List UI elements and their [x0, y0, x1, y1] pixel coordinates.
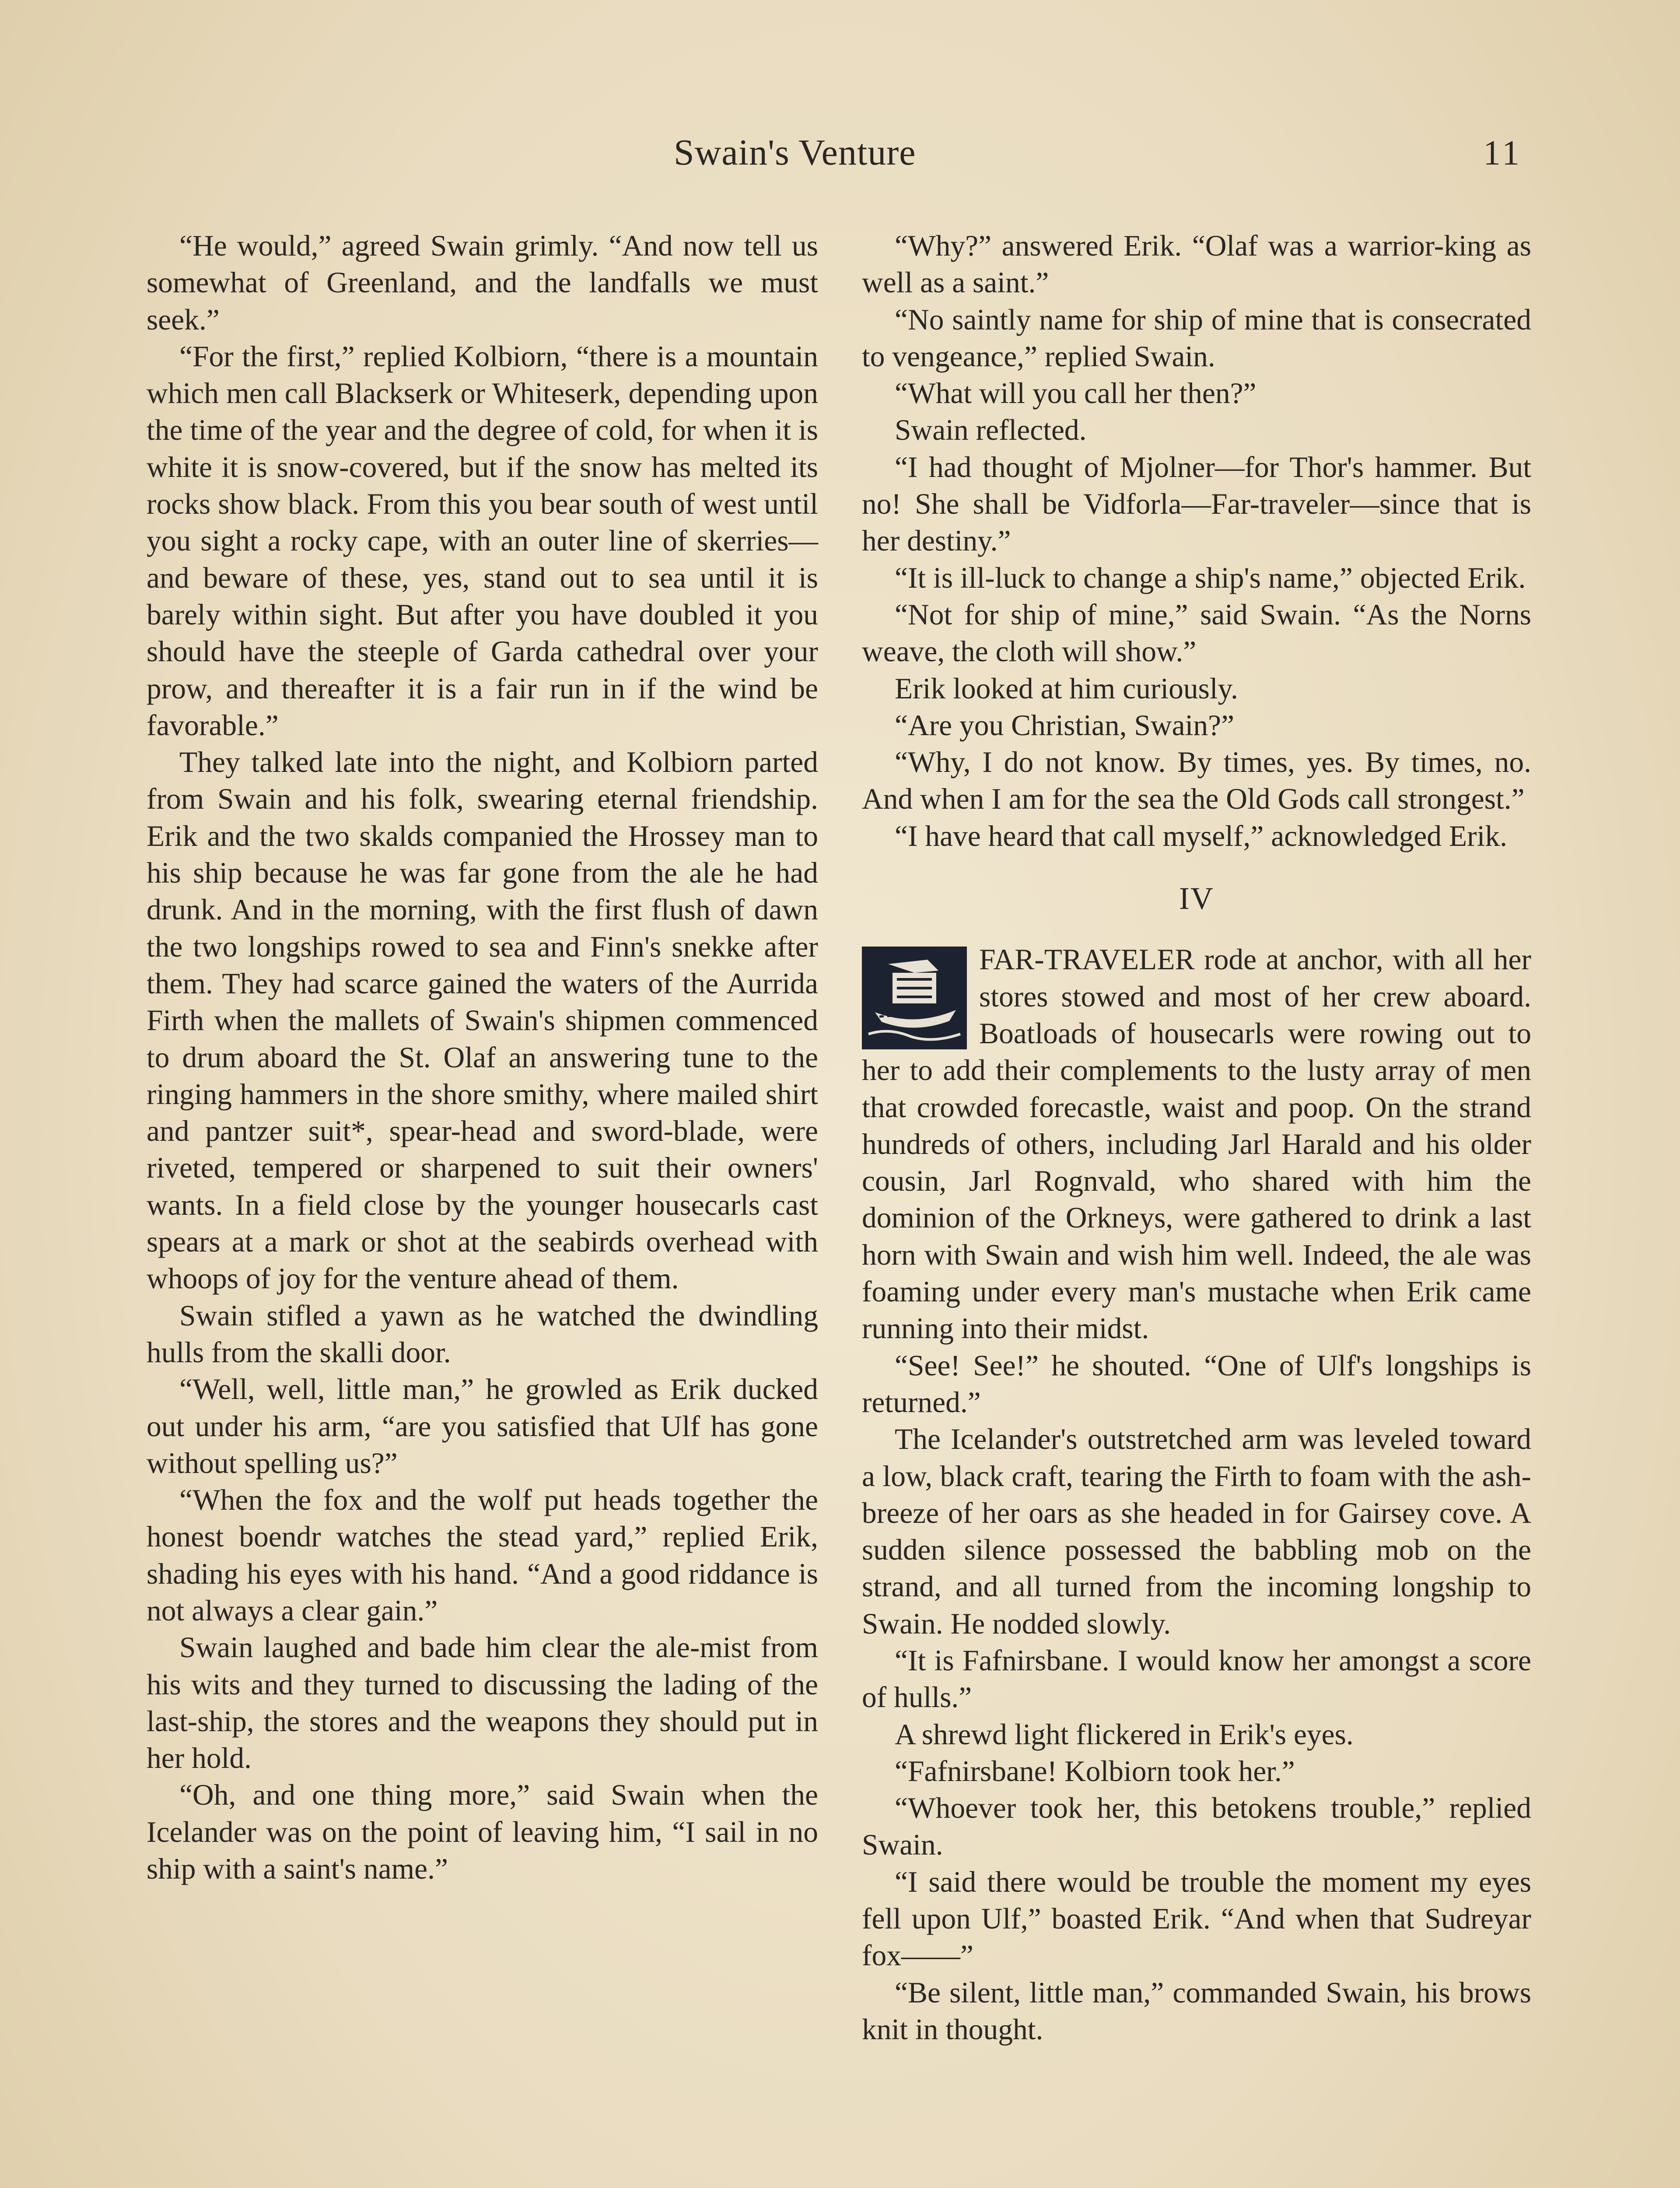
paragraph: Erik looked at him curiously. — [895, 672, 1238, 705]
paragraph: “No saintly name for ship of mine that is consecrated to vengeance,” replied Swain. — [862, 303, 1531, 373]
paragraph: “When the fox and the wolf put heads together the honest boendr watches the stead yard,” replied Erik, shading his eyes with his hand. “And a good riddance is not always a clear gain.” — [147, 1483, 818, 1627]
paragraph: “I had thought of Mjolner—for Thor's hammer. But no! She shall be Vidforla—Far-traveler—since that is her destiny.” — [862, 450, 1531, 558]
paragraph: “I said there would be trouble the moment my eyes fell upon Ulf,” boasted Erik. “And when that Sudreyar fox——” — [862, 1865, 1531, 1972]
running-head: Swain's Venture — [674, 132, 916, 173]
page-number: 11 — [1483, 134, 1522, 172]
paragraph: They talked late into the night, and Kolbiorn parted from Swain and his folk, swearing eternal friendship. Erik and the two skalds companied the Hrossey man to his ship because he was far gone from the ale he had drunk. And in the morning, with the first flush of dawn the two longships rowed to sea and Finn's snekke after them. They had scarce gained the waters of the Aurrida Firth when the mallets of Swain's shipmen commenced to drum aboard the St. Olaf an answering tune to the ringing hammers in the shore smithy, where mailed shirt and pantzer suit*, spear-head and sword-blade, were riveted, tempered or sharpened to suit their owners' wants. In a field close by the younger housecarls cast spears at a mark or shot at the seabirds overhead with whoops of joy for the venture ahead of them. — [147, 746, 818, 1295]
paragraph: A shrewd light flickered in Erik's eyes. — [895, 1718, 1354, 1751]
paragraph: Swain reflected. — [895, 414, 1087, 447]
paragraph: “Be silent, little man,” commanded Swain, his brows knit in thought. — [862, 1976, 1531, 2046]
paragraph: “It is Fafnirsbane. I would know her amongst a score of hulls.” — [862, 1644, 1531, 1714]
paragraph: “Are you Christian, Swain?” — [895, 708, 1235, 742]
paragraph: “I have heard that call myself,” acknowledged Erik. — [895, 819, 1507, 852]
paragraph: “Why?” answered Erik. “Olaf was a warrior-king as well as a saint.” — [862, 229, 1531, 299]
right-column — [862, 228, 1531, 2048]
paragraph: Swain laughed and bade him clear the ale-mist from his wits and they turned to discussing the lading of the last-ship, the stores and the weapons they should put in her hold. — [147, 1631, 818, 1775]
paragraph: Swain stifled a yawn as he watched the dwindling hulls from the skalli door. — [147, 1299, 818, 1369]
left-column — [147, 228, 818, 1887]
section-heading: IV — [1179, 881, 1214, 916]
paragraph: “Fafnirsbane! Kolbiorn took her.” — [895, 1754, 1295, 1788]
paragraph: “Why, I do not know. By times, yes. By times, no. And when I am for the sea the Old Gods call strongest.” — [862, 746, 1531, 816]
paragraph: FAR-TRAVELER rode at anchor, with all her stores stowed and most of her crew aboard. Boatloads of housecarls were rowing out to her to add their complements to the lusty array of men that crowded forecastle, waist and poop. On the strand hundreds of others, including Jarl Harald and his older cousin, Jarl Rognvald, who shared with him the dominion of the Orkneys, were gathered to drink a last horn with Swain and wish him well. Indeed, the ale was foaming under every man's mustache when Erik came running into their midst. — [862, 943, 1531, 1345]
paragraph: “Whoever took her, this betokens trouble,” replied Swain. — [862, 1792, 1531, 1862]
paragraph: “Well, well, little man,” he growled as Erik ducked out under his arm, “are you satisfied that Ulf has gone without spelling us?” — [147, 1373, 818, 1480]
paragraph: “See! See!” he shouted. “One of Ulf's longships is returned.” — [862, 1349, 1531, 1419]
viking-ship-icon — [862, 947, 967, 1049]
paragraph: “For the first,” replied Kolbiorn, “there is a mountain which men call Blackserk or Whiteserk, depending upon the time of the year and the degree of cold, for when it is white it is snow-covered, but if the snow has melted its rocks show black. From this you bear south of west until you sight a rocky cape, with an outer line of skerries—and beware of these, yes, stand out to sea until it is barely within sight. But after you have doubled it you should have the steeple of Garda cathedral over your prow, and thereafter it is a fair run in if the wind be favorable.” — [147, 340, 818, 742]
paragraph: “Not for ship of mine,” said Swain. “As the Norns weave, the cloth will show.” — [862, 598, 1531, 668]
paragraph: “Oh, and one thing more,” said Swain when the Icelander was on the point of leaving him, “I sail in no ship with a saint's name.” — [147, 1778, 818, 1886]
paragraph: The Icelander's outstretched arm was leveled toward a low, black craft, tearing the Firth to foam with the ash-breeze of her oars as she headed in for Gairsey cove. A sudden silence possessed the babbling mob on the strand, and all turned from the incoming longship to Swain. He nodded slowly. — [862, 1423, 1531, 1640]
paragraph: “It is ill-luck to change a ship's name,” objected Erik. — [895, 561, 1526, 594]
paragraph: “What will you call her then?” — [895, 377, 1256, 410]
paragraph: “He would,” agreed Swain grimly. “And now tell us somewhat of Greenland, and the landfalls we must seek.” — [147, 229, 818, 336]
